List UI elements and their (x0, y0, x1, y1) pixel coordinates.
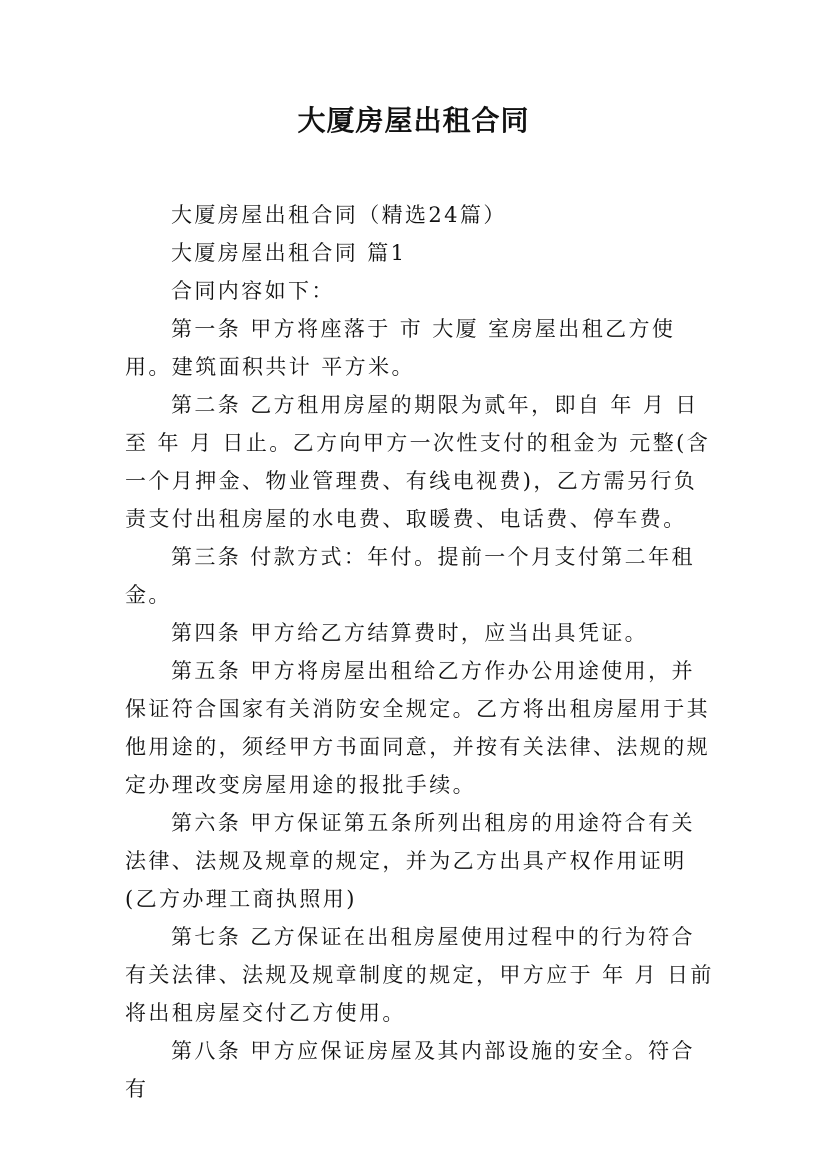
paragraph-article-5: 第五条 甲方将房屋出租给乙方作办公用途使用，并保证符合国家有关消防安全规定。乙方将出租房屋用于其他用途的，须经甲方书面同意，并按有关法律、法规的规定办理改变房屋用途的报批手续。 (125, 659, 710, 797)
paragraph-article-4: 第四条 甲方给乙方结算费时，应当出具凭证。 (171, 621, 649, 645)
paragraph-article-3: 第三条 付款方式：年付。提前一个月支付第二年租金。 (125, 545, 695, 607)
paragraph-article-7: 第七条 乙方保证在出租房屋使用过程中的行为符合有关法律、法规及规章制度的规定，甲方应于 年 月 日前将出租房屋交付乙方使用。 (125, 925, 714, 1025)
paragraph-article-2: 第二条 乙方租用房屋的期限为贰年，即自 年 月 日至 年 月 日止。乙方向甲方一次性支付的租金为 元整(含一个月押金、物业管理费、有线电视费)，乙方需另行负责支付出租房屋的水电费、取暖费、电话费、停车费。 (125, 393, 711, 531)
document-title: 大厦房屋出租合同 (297, 104, 530, 137)
paragraph-intro: 合同内容如下： (171, 279, 335, 303)
document-body (125, 196, 715, 1108)
paragraph-article-1: 第一条 甲方将座落于 市 大厦 室房屋出租乙方使用。建筑面积共计 平方米。 (125, 317, 676, 379)
paragraph-section-heading: 大厦房屋出租合同 篇1 (171, 241, 407, 265)
paragraph-article-6: 第六条 甲方保证第五条所列出租房的用途符合有关法律、法规及规章的规定，并为乙方出具产权作用证明(乙方办理工商执照用) (125, 811, 695, 911)
paragraph-article-8: 第八条 甲方应保证房屋及其内部设施的安全。符合有 (125, 1039, 695, 1101)
paragraph-subtitle: 大厦房屋出租合同（精选24篇） (171, 203, 507, 227)
